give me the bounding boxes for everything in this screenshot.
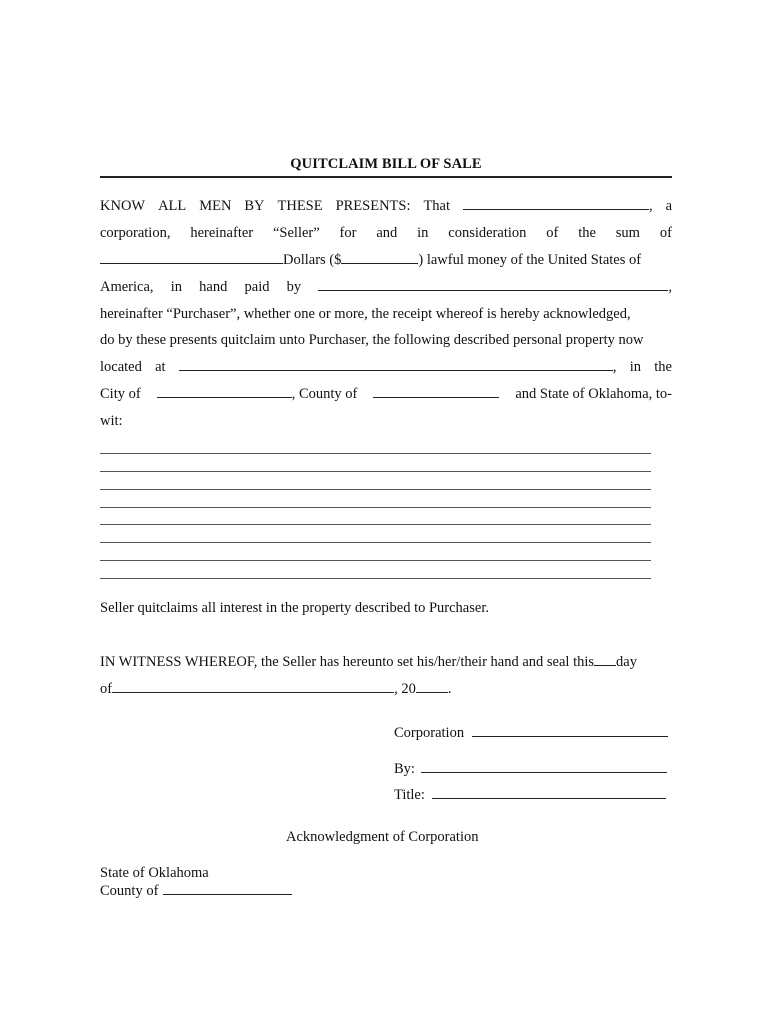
title-line: Title:: [394, 786, 666, 804]
property-description-line[interactable]: [100, 507, 651, 508]
property-description-line[interactable]: [100, 471, 651, 472]
property-description-line[interactable]: [100, 524, 651, 525]
property-description-line[interactable]: [100, 560, 651, 561]
paragraph-line-6: do by these presents quitclaim unto Purchaser, the following described personal property now: [100, 332, 644, 348]
year-field[interactable]: [416, 680, 448, 693]
dollars-words-field[interactable]: [100, 251, 283, 264]
acknowledgment-county-field[interactable]: [163, 882, 292, 895]
paragraph-line-1: KNOW ALL MEN BY THESE PRESENTS: That , a: [100, 198, 672, 214]
paragraph-line-4: America, in hand paid by ,: [100, 279, 672, 295]
corporation-line: Corporation: [394, 724, 668, 742]
paragraph-line-9: wit:: [100, 413, 123, 429]
property-description-line[interactable]: [100, 578, 651, 579]
seller-statement: Seller quitclaims all interest in the property described to Purchaser.: [100, 600, 489, 616]
witness-line-2: of , 20 .: [100, 681, 452, 697]
paragraph-line-2: corporation, hereinafter “Seller” for and in consideration of the sum of: [100, 225, 672, 241]
signer-title-field[interactable]: [432, 786, 666, 799]
acknowledgment-heading: Acknowledgment of Corporation: [286, 829, 479, 845]
paragraph-line-8: City of , County of and State of Oklahoma, to-: [100, 386, 672, 402]
title-underline: [100, 176, 672, 178]
seller-name-field[interactable]: [463, 197, 649, 210]
document-title: QUITCLAIM BILL OF SALE: [290, 156, 482, 172]
location-field[interactable]: [179, 358, 613, 371]
acknowledgment-state: State of Oklahoma: [100, 865, 209, 881]
purchaser-name-field[interactable]: [318, 278, 668, 291]
corporation-name-field[interactable]: [472, 724, 668, 737]
witness-line-1: IN WITNESS WHEREOF, the Seller has hereunto set his/her/their hand and seal this day: [100, 654, 637, 670]
property-description-line[interactable]: [100, 453, 651, 454]
property-description-line[interactable]: [100, 489, 651, 490]
signature-field[interactable]: [421, 760, 667, 773]
paragraph-line-3: Dollars ($ ) lawful money of the United States of: [100, 251, 672, 269]
acknowledgment-county-line: County of: [100, 882, 292, 900]
property-description-line[interactable]: [100, 542, 651, 543]
by-line: By:: [394, 760, 667, 778]
paragraph-line-7: located at , in the: [100, 359, 672, 375]
month-field[interactable]: [112, 680, 394, 693]
county-field[interactable]: [373, 385, 499, 398]
city-field[interactable]: [157, 385, 292, 398]
paragraph-line-5: hereinafter “Purchaser”, whether one or more, the receipt whereof is hereby acknowledged,: [100, 306, 631, 322]
dollars-amount-field[interactable]: [341, 251, 418, 264]
day-field[interactable]: [594, 653, 616, 666]
